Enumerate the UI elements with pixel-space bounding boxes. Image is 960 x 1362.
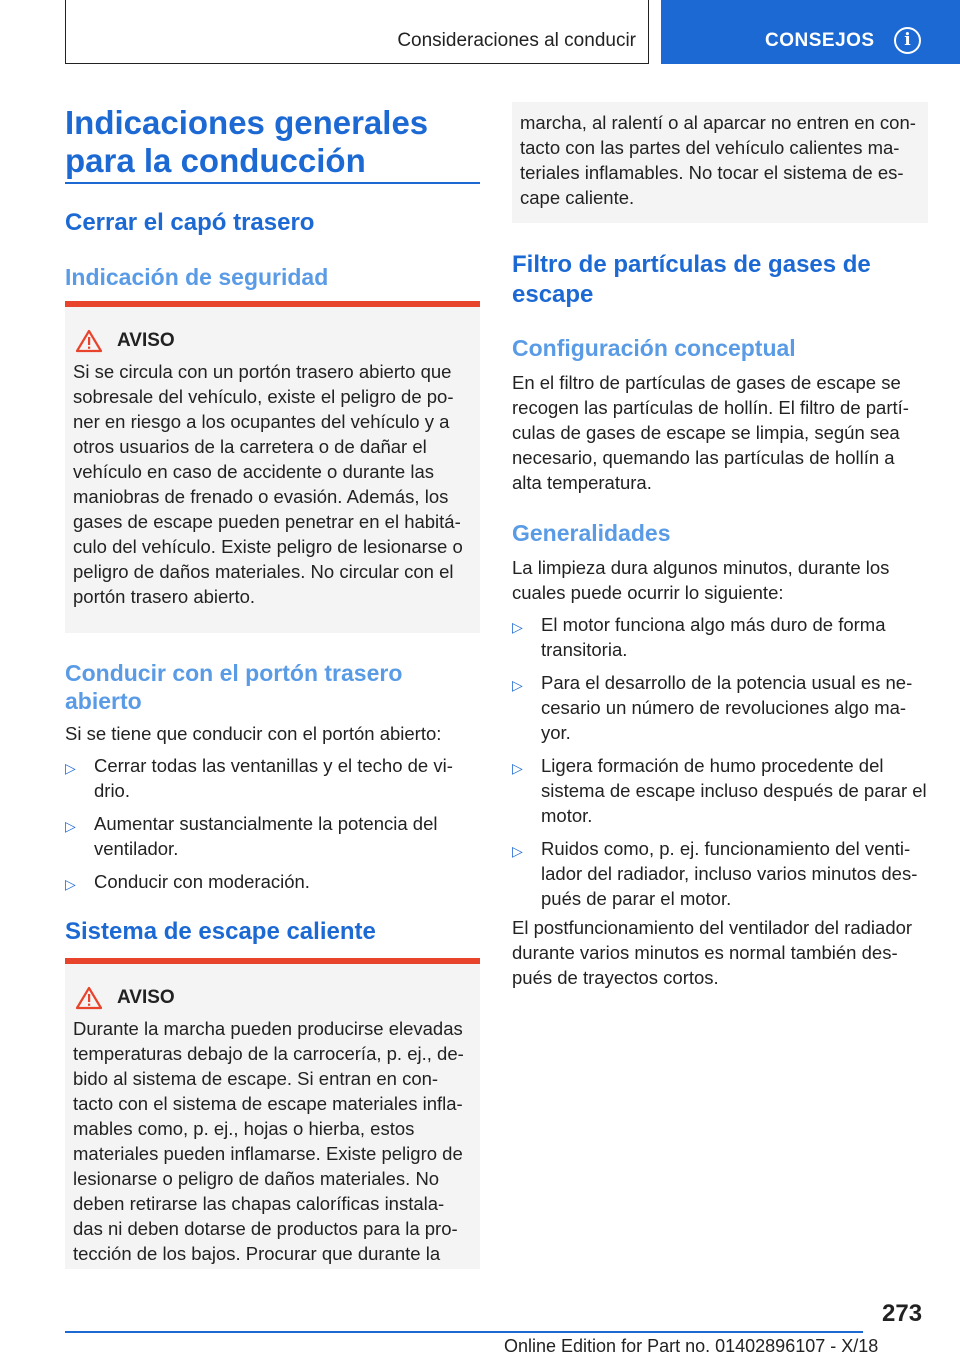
warning-box-continuation xyxy=(512,102,928,223)
bullet-triangle-icon: ▷ xyxy=(512,843,523,859)
bullet-triangle-icon: ▷ xyxy=(65,818,76,834)
list-conducir xyxy=(65,753,480,902)
header-chapter-title: CONSEJOS xyxy=(765,30,875,51)
bullet-triangle-icon: ▷ xyxy=(512,677,523,693)
list-item: ▷ Ligera formación de humo procedente del sistema de escape incluso después de parar el motor. xyxy=(512,755,927,826)
warning-triangle-icon xyxy=(75,986,103,1010)
heading-generalidades: Generalidades xyxy=(512,520,671,546)
warning-text-continued: marcha, al ralentí o al aparcar no entren en con-tacto con las partes del vehículo calientes ma-teriales inflamables. No tocar el sistema de es-cape caliente. xyxy=(520,112,916,208)
paragraph-configuracion: En el filtro de partículas de gases de escape se recogen las partículas de hollín. El filtro de partí-culas de gases de escape se limpia, según sea necesario, quemando las partículas de hollín a alta temperatura. xyxy=(512,372,909,493)
info-icon: i xyxy=(894,27,921,54)
list-item: ▷ Ruidos como, p. ej. funcionamiento del venti-lador del radiador, incluso varios minutos des-pués de parar el motor. xyxy=(512,838,918,909)
warning-text: Si se circula con un portón trasero abierto que sobresale del vehículo, existe el peligro de po-ner en riesgo a los ocupantes del vehículo y a otros usuarios de la carretera o de dañar el vehículo en caso de accidente o durante las maniobras de frenado o evasión. Además, los gases de escape pueden penetrar en el habitá-culo del vehículo. Existe peligro de lesionarse o peligro de daños materiales. No circular con el portón trasero abierto. xyxy=(73,361,463,607)
bullet-triangle-icon: ▷ xyxy=(512,760,523,776)
bullet-triangle-icon: ▷ xyxy=(512,619,523,635)
bullet-triangle-icon: ▷ xyxy=(65,876,76,892)
list-item: ▷ Para el desarrollo de la potencia usual es ne-cesario un número de revoluciones algo ma-yor. xyxy=(512,672,913,743)
warning-text: Durante la marcha pueden producirse elevadas temperaturas debajo de la carrocería, p. ej., de-bido al sistema de escape. Si entran en con-tacto con el sistema de escape materiales infla-mables como, p. ej., hojas o hierba, estos materiales pueden inflamarse. Existe peligro de lesionarse o peligro de daños materiales. No deben retirarse las chapas caloríficas instala-das ni deben dotarse de productos para la pro-tección de los bajos. Procurar que durante la xyxy=(73,1018,464,1264)
header-section-box xyxy=(65,0,649,64)
heading-cerrar-capo: Cerrar el capó trasero xyxy=(65,209,315,236)
warning-label: AVISO xyxy=(117,330,175,351)
heading-conducir-porton: Conducir con el portón trasero abierto xyxy=(65,660,403,714)
header-section-title: Consideraciones al conducir xyxy=(397,30,636,51)
header-chapter-tab[interactable] xyxy=(661,0,960,64)
footer-divider xyxy=(65,1331,863,1333)
bullet-triangle-icon: ▷ xyxy=(65,760,76,776)
paragraph-generalidades: La limpieza dura algunos minutos, durante los cuales puede ocurrir lo siguiente: xyxy=(512,557,890,603)
list-item: ▷ Conducir con moderación. xyxy=(65,869,480,894)
warning-triangle-icon xyxy=(75,329,103,353)
warning-label: AVISO xyxy=(117,987,175,1008)
title-divider xyxy=(65,182,480,184)
page-number: 273 xyxy=(882,1300,923,1327)
list-generalidades xyxy=(512,612,928,919)
list-item: ▷ El motor funciona algo más duro de forma transitoria. xyxy=(512,614,886,660)
page-title: Indicaciones generales para la conducción xyxy=(65,104,429,179)
heading-sistema-escape: Sistema de escape caliente xyxy=(65,918,376,945)
heading-indicacion-seguridad: Indicación de seguridad xyxy=(65,264,329,290)
heading-configuracion: Configuración conceptual xyxy=(512,335,796,361)
warning-box-porton xyxy=(65,301,480,633)
warning-box-escape xyxy=(65,958,480,1269)
footer-edition: Online Edition for Part no. 01402896107 - X/18 xyxy=(504,1336,879,1356)
list-item: ▷ Aumentar sustancialmente la potencia del ventilador. xyxy=(65,813,438,859)
heading-filtro-particulas: Filtro de partículas de gases de escape xyxy=(512,251,871,308)
paragraph-conducir: Si se tiene que conducir con el portón abierto: xyxy=(65,723,442,744)
list-item: ▷ Cerrar todas las ventanillas y el techo de vi-drio. xyxy=(65,755,453,801)
paragraph-postfuncionamiento: El postfuncionamiento del ventilador del radiador durante varios minutos es normal también des-pués de trayectos cortos. xyxy=(512,917,913,988)
